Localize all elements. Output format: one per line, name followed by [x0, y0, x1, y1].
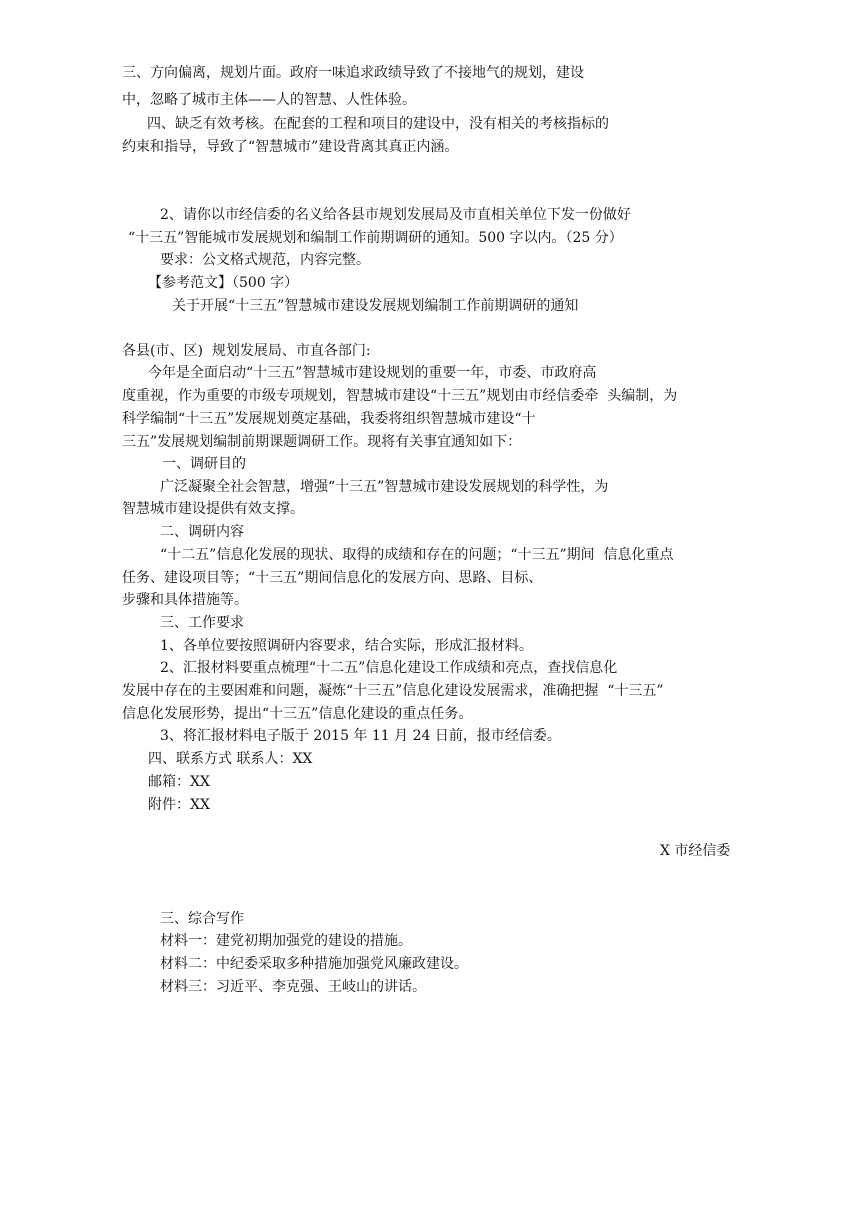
- section-body-line: 智慧城市建设提供有效支撑。: [122, 501, 304, 517]
- section-item-line: 1、各单位要按照调研内容要求，结合实际，形成汇报材料。: [160, 638, 533, 654]
- section-body-line: 任务、建设项目等；“十三五”期间信息化的发展方向、思路、目标、: [122, 570, 543, 586]
- section-heading: 二、调研内容: [160, 524, 244, 540]
- section-heading: 四、联系方式 联系人：XX: [148, 751, 313, 767]
- notice-intro-line: 科学编制“十三五”发展规划奠定基础，我委将组织智慧城市建设“十: [122, 411, 536, 427]
- question-line: 2、请你以市经信委的名义给各县市规划发展局及市直相关单位下发一份做好: [160, 207, 631, 223]
- reference-label: 【参考范文】（500 字）: [148, 275, 299, 291]
- section-body-line: 广泛凝聚全社会智慧，增强“十三五”智慧城市建设发展规划的科学性，为: [160, 479, 609, 495]
- attachment-line: 附件：XX: [148, 797, 210, 813]
- material-line: 材料二：中纪委采取多种措施加强党风廉政建设。: [160, 956, 468, 972]
- paragraph-line: 约束和指导，导致了“智慧城市”建设背离其真正内涵。: [122, 139, 459, 155]
- section-item-line: 2、汇报材料要重点梳理“十二五”信息化建设工作成绩和亮点，查找信息化: [160, 660, 618, 676]
- notice-intro-line: 今年是全面启动“十三五”智慧城市建设规划的重要一年，市委、市政府高: [148, 365, 597, 381]
- paragraph-line: 三、方向偏离，规划片面。政府一味追求政绩导致了不接地气的规划，建设: [122, 65, 584, 81]
- notice-addressee: 各县(市、区) 规划发展局、市直各部门:: [122, 343, 371, 359]
- notice-title: 关于开展“十三五”智慧城市建设发展规划编制工作前期调研的通知: [172, 298, 579, 314]
- notice-intro-line: 度重视，作为重要的市级专项规划，智慧城市建设“十三五”规划由市经信委牵 头编制，为: [122, 388, 678, 404]
- section-body-line: “十二五”信息化发展的现状、取得的成绩和存在的问题；“十三五”期间 信息化重点: [160, 547, 674, 563]
- section-heading: 三、工作要求: [160, 615, 244, 631]
- part-heading: 三、综合写作: [160, 911, 244, 927]
- material-line: 材料三：习近平、李克强、王岐山的讲话。: [160, 979, 426, 995]
- section-item-line: 发展中存在的主要困难和问题，凝炼“十三五”信息化建设发展需求，准确把握 “十三五”: [122, 683, 664, 699]
- paragraph-line: 四、缺乏有效考核。在配套的工程和项目的建设中，没有相关的考核指标的: [147, 116, 609, 132]
- contact-email: 邮箱：XX: [148, 774, 210, 790]
- section-item-line: 信息化发展形势，提出“十三五”信息化建设的重点任务。: [122, 706, 473, 722]
- notice-intro-line: 三五”发展规划编制前期课题调研工作。现将有关事宜通知如下：: [122, 434, 522, 450]
- requirement-line: 要求：公文格式规范，内容完整。: [160, 252, 370, 268]
- section-heading: 一、调研目的: [162, 456, 246, 472]
- paragraph-line: 中，忽略了城市主体——人的智慧、人性体验。: [122, 92, 416, 108]
- section-body-line: 步骤和具体措施等。: [122, 592, 248, 608]
- signature: X 市经信委: [660, 843, 731, 859]
- question-line: “十三五”智能城市发展规划和编制工作前期调研的通知。500 字以内。（25 分）: [128, 230, 623, 246]
- material-line: 材料一：建党初期加强党的建设的措施。: [160, 933, 412, 949]
- section-item-line: 3、将汇报材料电子版于 2015 年 11 月 24 日前，报市经信委。: [160, 728, 561, 744]
